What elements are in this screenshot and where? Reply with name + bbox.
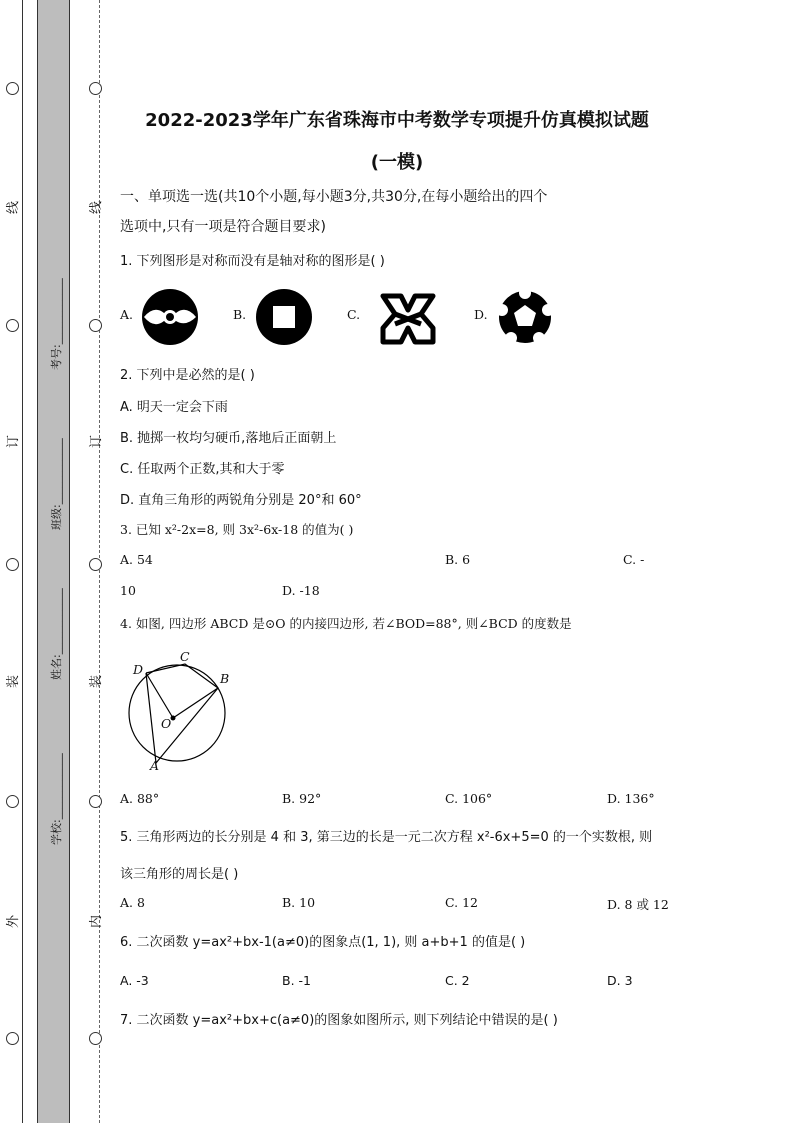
q4-option-d: D. 136° xyxy=(607,791,655,806)
q2-option-a: A. 明天一定会下雨 xyxy=(120,400,228,415)
q6-option-c: C. 2 xyxy=(445,973,470,988)
q4-label-o: O xyxy=(161,716,172,731)
q1-option-d-label: D. xyxy=(474,307,488,322)
inner-char: 内 xyxy=(89,914,105,929)
q2-option-b: B. 抛掷一枚均匀硬币,落地后正面朝上 xyxy=(120,431,337,446)
question-2-stem: 2. 下列中是必然的是( ) xyxy=(120,368,255,383)
q2-option-c: C. 任取两个正数,其和大于零 xyxy=(120,462,285,477)
q1-option-a-label: A. xyxy=(120,307,134,322)
q4-option-c: C. 106° xyxy=(445,791,493,806)
page-subtitle: (一模) xyxy=(370,152,424,173)
binding-hole xyxy=(89,558,102,571)
q5-option-d: D. 8 或 12 xyxy=(607,897,669,912)
inner-char: 线 xyxy=(89,200,105,215)
question-3-stem: 3. 已知 x²-2x=8, 则 3x²-6x-18 的值为( ) xyxy=(120,522,354,537)
inner-char: 装 xyxy=(89,674,105,689)
page-title: 2022-2023学年广东省珠海市中考数学专项提升仿真模拟试题 xyxy=(145,110,649,131)
outer-char: 订 xyxy=(6,434,22,449)
field-school[interactable]: 学校:____________ xyxy=(50,753,63,845)
q5-option-c: C. 12 xyxy=(445,895,478,910)
question-7-stem: 7. 二次函数 y=ax²+bx+c(a≠0)的图象如图所示, 则下列结论中错误的是( ) xyxy=(120,1013,558,1028)
q5-option-a: A. 8 xyxy=(120,895,145,910)
q6-option-b: B. -1 xyxy=(282,973,311,988)
inner-char: 订 xyxy=(89,434,105,449)
q6-option-d: D. 3 xyxy=(607,973,633,988)
question-5-stem-cont: 该三角形的周长是( ) xyxy=(120,867,239,882)
q1-figure-c-knot-icon xyxy=(375,288,441,350)
q4-option-b: B. 92° xyxy=(282,791,322,806)
q1-figure-a-taiji-icon xyxy=(140,287,200,347)
field-class[interactable]: 班级:____________ xyxy=(50,438,63,530)
q3-option-d: D. -18 xyxy=(282,583,320,598)
binding-hole xyxy=(89,795,102,808)
q4-label-c: C xyxy=(180,649,190,664)
question-5-stem: 5. 三角形两边的长分别是 4 和 3, 第三边的长是一元二次方程 x²-6x+5=0 的一个实数根, 则 xyxy=(120,830,653,845)
field-name[interactable]: 姓名:____________ xyxy=(50,588,63,680)
q3-option-a: A. 54 xyxy=(120,552,153,567)
q1-option-b-label: B. xyxy=(233,307,247,322)
q4-option-a: A. 88° xyxy=(120,791,160,806)
q4-label-a: A xyxy=(150,758,160,773)
q1-figure-b-coin-icon xyxy=(254,287,314,347)
outer-char: 装 xyxy=(6,674,22,689)
q5-option-b: B. 10 xyxy=(282,895,316,910)
binding-hole xyxy=(6,82,19,95)
binding-hole xyxy=(89,82,102,95)
q1-option-c-label: C. xyxy=(347,307,361,322)
question-1-stem: 1. 下列图形是对称而没有是轴对称的图形是( ) xyxy=(120,254,385,269)
q6-option-a: A. -3 xyxy=(120,973,149,988)
q3-option-c: C. - xyxy=(623,552,645,567)
binding-hole xyxy=(6,558,19,571)
q3-option-c-cont: 10 xyxy=(120,583,136,598)
binding-hole xyxy=(6,319,19,332)
question-6-stem: 6. 二次函数 y=ax²+bx-1(a≠0)的图象点(1, 1), 则 a+b+1 的值是( ) xyxy=(120,935,526,950)
outer-char: 外 xyxy=(6,914,22,929)
q3-option-b: B. 6 xyxy=(445,552,471,567)
q1-figure-d-pentagon-flower-icon xyxy=(495,287,555,347)
q4-label-b: B xyxy=(220,671,230,686)
question-4-stem: 4. 如图, 四边形 ABCD 是⊙O 的内接四边形, 若∠BOD=88°, 则∠BCD 的度数是 xyxy=(120,616,572,631)
section-heading-cont: 选项中,只有一项是符合题目要求) xyxy=(120,219,326,235)
binding-hole xyxy=(89,1032,102,1045)
binding-hole xyxy=(6,1032,19,1045)
section-heading: 一、单项选一选(共10个小题,每小题3分,共30分,在每小题给出的四个 xyxy=(120,189,548,205)
q4-label-d: D xyxy=(133,662,144,677)
binding-hole xyxy=(6,795,19,808)
q2-option-d: D. 直角三角形的两锐角分别是 20°和 60° xyxy=(120,493,362,508)
binding-hole xyxy=(89,319,102,332)
outer-char: 线 xyxy=(6,200,22,215)
field-exam-number[interactable]: 考号:____________ xyxy=(50,278,63,370)
